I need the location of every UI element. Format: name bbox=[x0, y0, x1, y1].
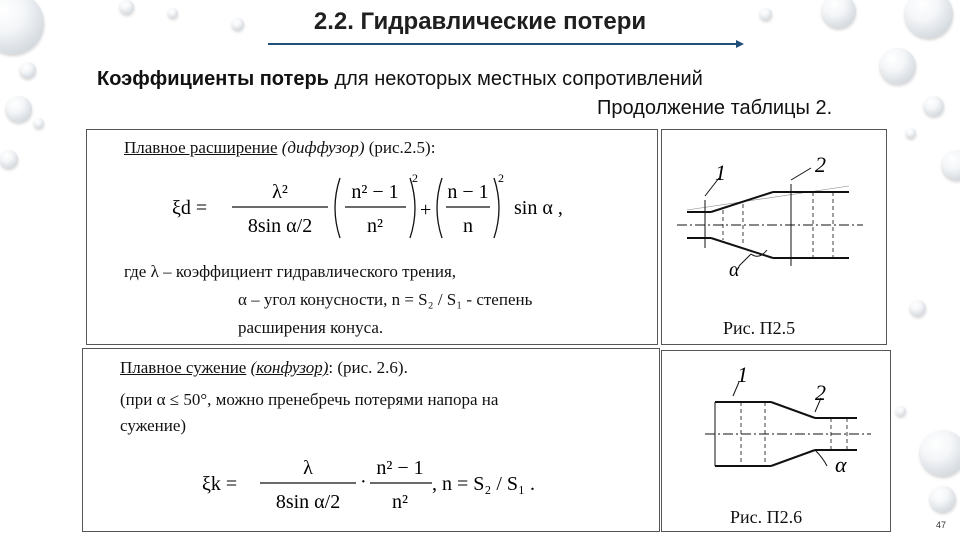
diffuser-heading bbox=[124, 138, 435, 158]
svg-text:+: + bbox=[420, 199, 432, 221]
decor-drop bbox=[930, 486, 956, 512]
confuser-formula-tail: , n = S₂ / S₁ . bbox=[432, 473, 536, 495]
confuser-note-1: (при α ≤ 50°, можно пренебречь потерями напора на bbox=[120, 390, 499, 409]
decor-drop bbox=[942, 150, 960, 180]
confuser-fig-label-2: 2 bbox=[815, 380, 826, 405]
diffuser-frac-den: 8sin α/2 bbox=[247, 215, 313, 237]
diffuser-frac-num: λ² bbox=[272, 181, 288, 203]
page-number: 47 bbox=[935, 520, 946, 530]
diffuser-formula-tail: sin α , bbox=[514, 197, 563, 219]
diffuser-heading-italic: (диффузор) bbox=[281, 138, 365, 157]
confuser-figure-caption: Рис. П2.6 bbox=[730, 507, 803, 527]
diffuser-heading-main: Плавное расширение bbox=[124, 138, 278, 157]
confuser-heading-italic: (конфузор) bbox=[250, 358, 329, 377]
diffuser-def-2: α – угол конусности, n = S₂ / S₁ - степень bbox=[238, 290, 533, 309]
diffuser-figure-caption: Рис. П2.5 bbox=[723, 318, 796, 338]
confuser-heading bbox=[120, 358, 408, 378]
table-continuation: Продолжение таблицы 2. bbox=[597, 97, 833, 119]
decor-drop bbox=[910, 300, 926, 316]
confuser-figure bbox=[665, 362, 885, 512]
decor-drop bbox=[0, 150, 18, 168]
diffuser-def-1: где λ – коэффициент гидравлического трения, bbox=[124, 262, 457, 281]
diffuser-fig-label-2: 2 bbox=[815, 152, 826, 177]
diffuser-fig-label-alpha: α bbox=[729, 259, 740, 281]
diffuser-formula-lhs: ξd = bbox=[172, 197, 208, 219]
decor-drop bbox=[906, 128, 916, 138]
svg-text:2: 2 bbox=[412, 171, 418, 185]
diffuser-heading-ref: (рис.2.5): bbox=[364, 138, 436, 157]
diffuser-term2-den: n bbox=[463, 215, 473, 237]
confuser-fig-label-1: 1 bbox=[737, 362, 748, 387]
decor-drop bbox=[34, 118, 44, 128]
diffuser-term2-num: n − 1 bbox=[447, 181, 489, 203]
decor-drop bbox=[896, 406, 906, 416]
confuser-frac-num: λ bbox=[303, 457, 313, 479]
decor-drop bbox=[6, 96, 32, 122]
decor-drop bbox=[924, 96, 944, 116]
diffuser-def-3: расширения конуса. bbox=[238, 318, 384, 337]
decor-drop bbox=[920, 430, 960, 476]
subtitle-rest: для некоторых местных сопротивлений bbox=[328, 68, 703, 90]
slide-subtitle bbox=[97, 68, 703, 91]
title-underline-arrow bbox=[0, 0, 960, 60]
confuser-frac-den: 8sin α/2 bbox=[275, 491, 341, 513]
svg-text:·: · bbox=[360, 471, 367, 493]
confuser-note-2: сужение) bbox=[120, 416, 187, 435]
svg-text:2: 2 bbox=[498, 171, 504, 185]
confuser-formula bbox=[200, 446, 640, 526]
confuser-formula-lhs: ξk = bbox=[202, 473, 238, 495]
diffuser-fig-label-1: 1 bbox=[715, 160, 726, 185]
confuser-heading-ref: : (рис. 2.6). bbox=[328, 358, 408, 377]
diffuser-figure bbox=[663, 150, 883, 330]
confuser-fig-label-alpha: α bbox=[835, 452, 847, 477]
confuser-term-num: n² − 1 bbox=[376, 457, 424, 479]
subtitle-bold: Коэффициенты потерь bbox=[97, 68, 329, 90]
diffuser-formula bbox=[170, 168, 650, 248]
decor-drop bbox=[20, 62, 36, 78]
diffuser-term1-num: n² − 1 bbox=[351, 181, 399, 203]
slide-title: 2.2. Гидравлические потери bbox=[313, 8, 647, 35]
confuser-term-den: n² bbox=[392, 491, 408, 513]
confuser-heading-main: Плавное сужение bbox=[120, 358, 247, 377]
diffuser-term1-den: n² bbox=[367, 215, 383, 237]
